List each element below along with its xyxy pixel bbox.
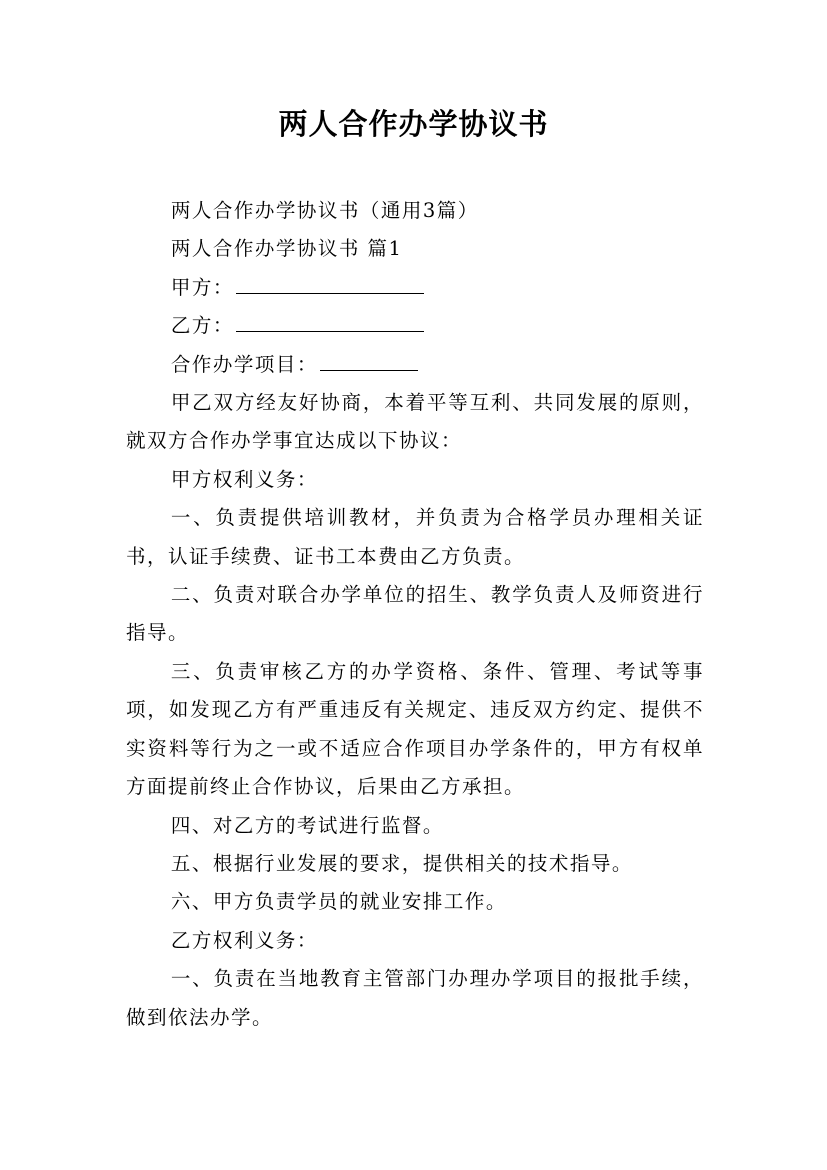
party-b-label: 乙方： (170, 314, 234, 338)
party-b-rights-heading: 乙方权利义务： (170, 928, 318, 952)
party-a-rights-heading: 甲方权利义务： (170, 467, 318, 491)
document-body (126, 192, 704, 1037)
party-b-line (126, 307, 704, 345)
project-blank (320, 350, 418, 371)
project-label: 合作办学项目： (170, 352, 318, 376)
clause-a6: 六、甲方负责学员的就业安排工作。 (170, 890, 507, 914)
clause-b1: 一、负责在当地教育主管部门办理办学项目的报批手续，做到依法办学。 (126, 967, 704, 1029)
clause-a2: 二、负责对联合办学单位的招生、教学负责人及师资进行指导。 (126, 583, 704, 645)
subtitle-paragraph: 两人合作办学协议书（通用3篇） (170, 199, 479, 222)
clause-a3: 三、负责审核乙方的办学资格、条件、管理、考试等事项，如发现乙方有严重违反有关规定、违反双方约定、提供不实资料等行为之一或不适应合作项目办学条件的，甲方有权单方面提前终止合作协议，后果由乙方承担。 (126, 659, 704, 799)
document-title: 两人合作办学协议书 (278, 107, 549, 141)
clause-a5: 五、根据行业发展的要求，提供相关的技术指导。 (170, 851, 633, 875)
party-a-line (126, 269, 704, 307)
preamble-paragraph: 甲乙双方经友好协商，本着平等互利、共同发展的原则，就双方合作办学事宜达成以下协议： (126, 391, 704, 453)
clause-a4: 四、对乙方的考试进行监督。 (170, 813, 444, 837)
project-line (126, 346, 704, 384)
party-a-label: 甲方： (170, 275, 234, 299)
section-heading: 两人合作办学协议书 篇1 (170, 237, 403, 261)
clause-a1: 一、负责提供培训教材，并负责为合格学员办理相关证书，认证手续费、证书工本费由乙方负责。 (126, 506, 704, 568)
party-b-blank (236, 311, 424, 332)
party-a-blank (236, 273, 424, 294)
